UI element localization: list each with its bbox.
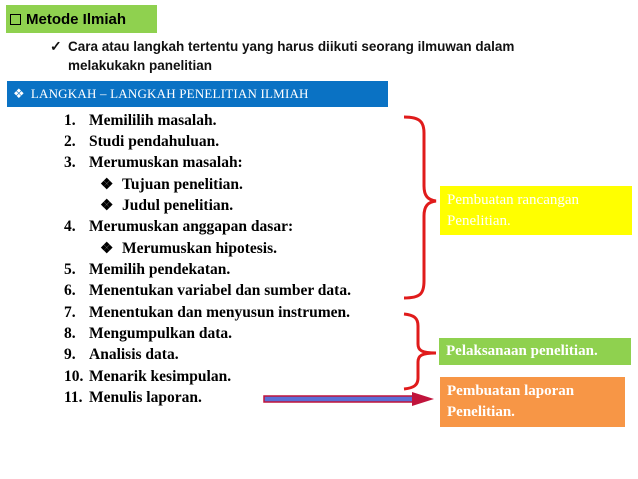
substep-label: Tujuan penelitian. bbox=[122, 176, 243, 193]
step-number: 7. bbox=[64, 304, 76, 321]
step-number: 11. bbox=[64, 389, 83, 406]
page-title: Metode Ilmiah bbox=[26, 10, 127, 28]
brace-execution bbox=[404, 314, 436, 389]
phase-planning-box bbox=[440, 186, 632, 235]
step-label: Mengumpulkan data. bbox=[89, 325, 232, 342]
step-label: Analisis data. bbox=[89, 346, 179, 363]
phase-planning-line-2: Penelitian. bbox=[447, 213, 511, 229]
step-label: Studi pendahuluan. bbox=[89, 133, 220, 150]
step-number: 5. bbox=[64, 261, 76, 278]
step-label: Menentukan variabel dan sumber data. bbox=[89, 282, 351, 299]
phase-planning-line-1: Pembuatan rancangan bbox=[447, 192, 580, 208]
step-label: Menarik kesimpulan. bbox=[89, 368, 232, 385]
substep-label: Judul penelitian. bbox=[122, 197, 234, 214]
step-number: 1. bbox=[64, 112, 76, 129]
step-label: Memilih pendekatan. bbox=[89, 261, 231, 278]
step-number: 3. bbox=[64, 154, 76, 171]
step-number: 8. bbox=[64, 325, 76, 342]
definition-line-1: Cara atau langkah tertentu yang harus diikuti seorang ilmuwan dalam bbox=[68, 39, 515, 54]
step-label: Merumuskan masalah: bbox=[89, 154, 243, 171]
diamond-bullet-icon: ❖ bbox=[13, 86, 25, 101]
phase-execution-label: Pelaksanaan penelitian. bbox=[446, 343, 598, 359]
step-label: Menulis laporan. bbox=[89, 389, 202, 406]
arrow-to-report bbox=[264, 392, 434, 406]
step-number: 9. bbox=[64, 346, 76, 363]
step-label: Memililih masalah. bbox=[89, 112, 217, 129]
check-icon: ✓ bbox=[50, 38, 62, 54]
substep-label: Merumuskan hipotesis. bbox=[122, 240, 278, 257]
phase-reporting-box bbox=[440, 377, 625, 427]
step-number: 10. bbox=[64, 368, 84, 385]
step-number: 4. bbox=[64, 218, 76, 235]
phase-execution-box bbox=[439, 338, 631, 365]
diamond-bullet-icon: ❖ bbox=[100, 241, 114, 257]
step-number: 6. bbox=[64, 282, 76, 299]
brace-planning bbox=[404, 117, 436, 298]
step-label: Merumuskan anggapan dasar: bbox=[89, 218, 294, 235]
diamond-bullet-icon: ❖ bbox=[100, 198, 114, 214]
step-label: Menentukan dan menyusun instrumen. bbox=[89, 304, 350, 321]
diamond-bullet-icon: ❖ bbox=[100, 177, 114, 193]
phase-reporting-line-2: Penelitian. bbox=[447, 404, 515, 420]
section-title: LANGKAH – LANGKAH PENELITIAN ILMIAH bbox=[30, 86, 309, 101]
phase-reporting-line-1: Pembuatan laporan bbox=[447, 383, 575, 399]
definition-line-2: melakukakn panelitian bbox=[68, 58, 213, 73]
step-number: 2. bbox=[64, 133, 76, 150]
